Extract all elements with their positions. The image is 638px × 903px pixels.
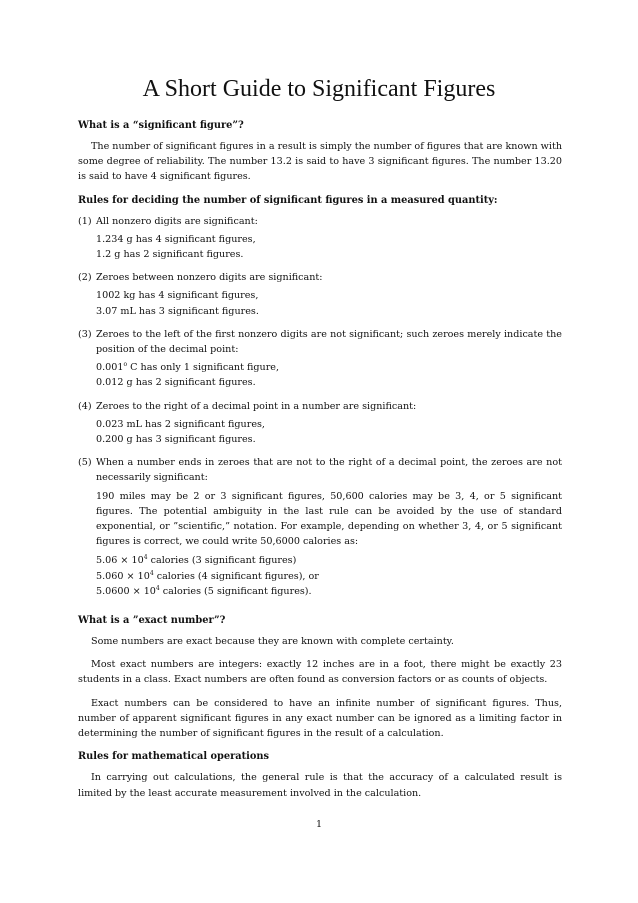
sci-example — [96, 553, 562, 568]
example-line: 0.023 mL has 2 significant figures, — [96, 418, 265, 430]
rule-examples — [96, 232, 562, 262]
paragraph-exact-1: Some numbers are exact because they are known with complete certainty. — [91, 636, 454, 648]
rule-number: (3) — [78, 328, 92, 340]
rule-examples — [96, 288, 562, 318]
section-heading-significant-figure: What is a “significant figure”? — [78, 120, 244, 131]
paragraph-exact-3: Exact numbers can be considered to have an infinite number of significant figures. Thus, number of apparent significant figures in any exact number can be ignored as a limiting factor in determining the number of significant figures in the result of a calculation. — [78, 697, 562, 740]
sci-example — [96, 569, 562, 584]
rule-item — [78, 455, 562, 603]
rule-number: (2) — [78, 272, 92, 284]
rule-item — [78, 399, 562, 452]
rule-examples — [96, 360, 562, 390]
rule-text: Zeroes to the left of the first nonzero digits are not significant; such zeroes merely indicate the position of the decimal point: — [96, 328, 562, 356]
example-rest: C has only 1 significant figure, — [127, 362, 280, 374]
rule-note: 190 miles may be 2 or 3 significant figures, 50,600 calories may be 3, 4, or 5 significant figures. The potential ambiguity in the last rule can be avoided by the use of standard exponential, or ”scientific,” notation. For example, depending on whether 3, 4, or 5 significant figures is correct, we could write 50,6000 calories as: — [96, 490, 562, 548]
example-line: 0.012 g has 2 significant figures. — [96, 377, 256, 389]
rule-text: Zeroes to the right of a decimal point in a number are significant: — [96, 400, 417, 412]
section-heading-math-operations: Rules for mathematical operations — [78, 751, 270, 763]
document-body — [78, 118, 562, 809]
rule-examples — [96, 417, 562, 447]
degree-superscript: o — [123, 361, 128, 369]
example-line: 1.2 g has 2 significant figures. — [96, 249, 244, 261]
example-line: 0.200 g has 3 significant figures. — [96, 434, 256, 446]
paragraph-definition: The number of significant figures in a result is simply the number of figures that are known with some degree of reliability. The number 13.2 is said to have 3 significant figures. The number 13.20 is said to have 4 significant figures. — [78, 141, 562, 183]
sci-rest: calories (5 significant figures). — [159, 585, 312, 597]
rule-item — [78, 327, 562, 395]
sci-exponent: 4 — [155, 584, 160, 592]
rule-item — [78, 214, 562, 267]
example-line — [96, 360, 562, 375]
rule-text: Zeroes between nonzero digits are significant: — [96, 272, 323, 284]
sci-mantissa: 5.060 × 10 — [96, 570, 150, 582]
rule-text: When a number ends in zeroes that are not to the right of a decimal point, the zeroes are not necessarily significant: — [96, 457, 562, 484]
sci-exponent: 4 — [149, 569, 154, 577]
rule-number: (1) — [78, 215, 92, 227]
section-heading-exact-number: What is a ”exact number”? — [78, 615, 226, 627]
sci-rest: calories (4 significant figures), or — [153, 570, 319, 582]
sci-mantissa: 5.06 × 10 — [96, 555, 144, 567]
rule-item — [78, 270, 562, 323]
sci-rest: calories (3 significant figures) — [147, 555, 297, 567]
example-value: 0.001 — [96, 362, 124, 374]
paragraph-exact-2: Most exact numbers are integers: exactly 12 inches are in a foot, there might be exactly 23 students in a class. Exact numbers are often found as conversion factors or as counts of objects. — [78, 659, 562, 686]
rule-text: All nonzero digits are significant: — [96, 215, 258, 227]
example-line: 1002 kg has 4 significant figures, — [96, 290, 259, 302]
rule-number: (5) — [78, 457, 92, 469]
example-line: 1.234 g has 4 significant figures, — [96, 233, 256, 245]
paragraph-math-1: In carrying out calculations, the general rule is that the accuracy of a calculated result is limited by the least accurate measurement involved in the calculation. — [78, 772, 562, 799]
rule-number: (4) — [78, 400, 92, 412]
sci-mantissa: 5.0600 × 10 — [96, 585, 156, 597]
page-number: 1 — [315, 819, 323, 830]
scientific-notation-examples — [96, 553, 562, 599]
sci-example — [96, 584, 562, 599]
document-title: A Short Guide to Significant Figures — [142, 76, 496, 102]
section-gap — [78, 603, 562, 613]
example-line: 3.07 mL has 3 significant figures. — [96, 305, 259, 317]
sci-exponent: 4 — [143, 554, 148, 562]
section-heading-rules: Rules for deciding the number of significant figures in a measured quantity: — [78, 194, 498, 206]
